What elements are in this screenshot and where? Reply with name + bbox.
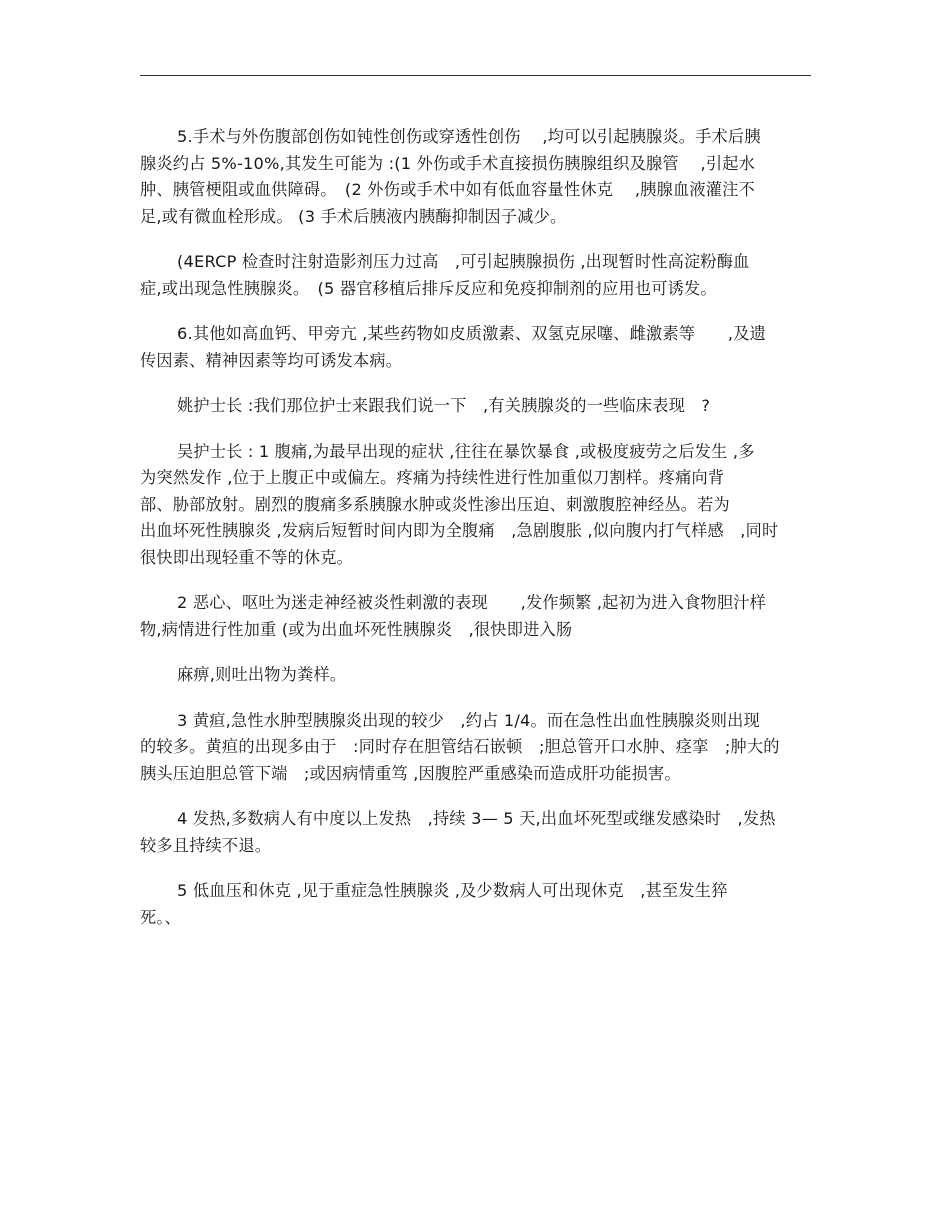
text-line: 吴护士长 : 1 腹痛,为最早出现的症状 ,往往在暴饮暴食 ,或极度疲劳之后发生 ,多 — [177, 441, 755, 461]
text-line: 的较多。黄疸的出现多由于 :同时存在胆管结石嵌顿 ;胆总管开口水肿、痉挛 ;肿大的 — [140, 737, 780, 756]
paragraph-ercp — [140, 249, 820, 302]
paragraph-nausea — [140, 590, 820, 643]
paragraph-jaundice — [140, 708, 820, 788]
text-line: 足,或有微血栓形成。 (3 手术后胰液内胰酶抑制因子减少。 — [140, 206, 567, 226]
text-line: 姚护士长 :我们那位护士来跟我们说一下 ,有关胰腺炎的一些临床表现 ? — [177, 396, 711, 415]
paragraph-question — [140, 393, 820, 420]
text-line: 肿、胰管梗阻或血供障碍。 (2 外伤或手术中如有低血容量性休克 ,胰腺血液灌注不 — [140, 180, 755, 199]
text-line: 部、胁部放射。剧烈的腹痛多系胰腺水肿或炎性渗出压迫、刺激腹腔神经丛。若为 — [140, 494, 730, 514]
text-line: 腺炎约占 5%-10%,其发生可能为 :(1 外伤或手术直接损伤胰腺组织及腺管 ,引起水 — [140, 153, 756, 173]
text-line: 死。、 — [140, 907, 182, 927]
text-line: 较多且持续不退。 — [140, 835, 272, 855]
text-line: (4ERCP 检查时注射造影剂压力过高 ,可引起胰腺损伤 ,出现暂时性高淀粉酶血 — [177, 252, 750, 271]
paragraph-shock — [140, 878, 820, 931]
text-line: 传因素、精神因素等均可诱发本病。 — [140, 350, 403, 370]
header-rule — [140, 75, 811, 76]
paragraph-fever — [140, 806, 820, 859]
paragraph-other-causes — [140, 321, 820, 374]
text-line: 出血坏死性胰腺炎 ,发病后短暂时间内即为全腹痛 ,急剧腹胀 ,似向腹内打气样感 ,同时 — [140, 521, 779, 540]
paragraph-abdominal-pain — [140, 439, 820, 572]
text-line: 4 发热,多数病人有中度以上发热 ,持续 3— 5 天,出血坏死型或继发感染时 ,发热 — [177, 809, 776, 828]
text-line: 5.手术与外伤腹部创伤如钝性创伤或穿透性创伤 ,均可以引起胰腺炎。手术后胰 — [177, 127, 761, 146]
text-line: 症,或出现急性胰腺炎。 (5 器官移植后排斥反应和免疫抑制剂的应用也可诱发。 — [140, 278, 717, 298]
text-line: 为突然发作 ,位于上腹正中或偏左。疼痛为持续性进行性加重似刀割样。疼痛向背 — [140, 468, 725, 487]
text-line: 麻痹,则吐出物为粪样。 — [177, 665, 347, 684]
paragraph-paralysis — [140, 662, 820, 689]
text-line: 物,病情进行性加重 (或为出血坏死性胰腺炎 ,很快即进入肠 — [140, 619, 573, 639]
text-line: 3 黄疸,急性水肿型胰腺炎出现的较少 ,约占 1/4。而在急性出血性胰腺炎则出现 — [177, 710, 760, 730]
text-line: 2 恶心、呕吐为迷走神经被炎性刺激的表现 ,发作频繁 ,起初为进入食物胆汁样 — [177, 593, 767, 612]
text-line: 5 低血压和休克 ,见于重症急性胰腺炎 ,及少数病人可出现休克 ,甚至发生猝 — [177, 881, 728, 900]
text-line: 很快即出现轻重不等的休克。 — [140, 547, 354, 567]
document-body — [140, 124, 820, 950]
text-line: 胰头压迫胆总管下端 ;或因病情重笃 ,因腹腔严重感染而造成肝功能损害。 — [140, 763, 681, 783]
paragraph-surgery-trauma — [140, 124, 820, 230]
text-line: 6.其他如高血钙、甲旁亢 ,某些药物如皮质激素、双氢克尿噻、雌激素等 ,及遗 — [177, 324, 767, 343]
